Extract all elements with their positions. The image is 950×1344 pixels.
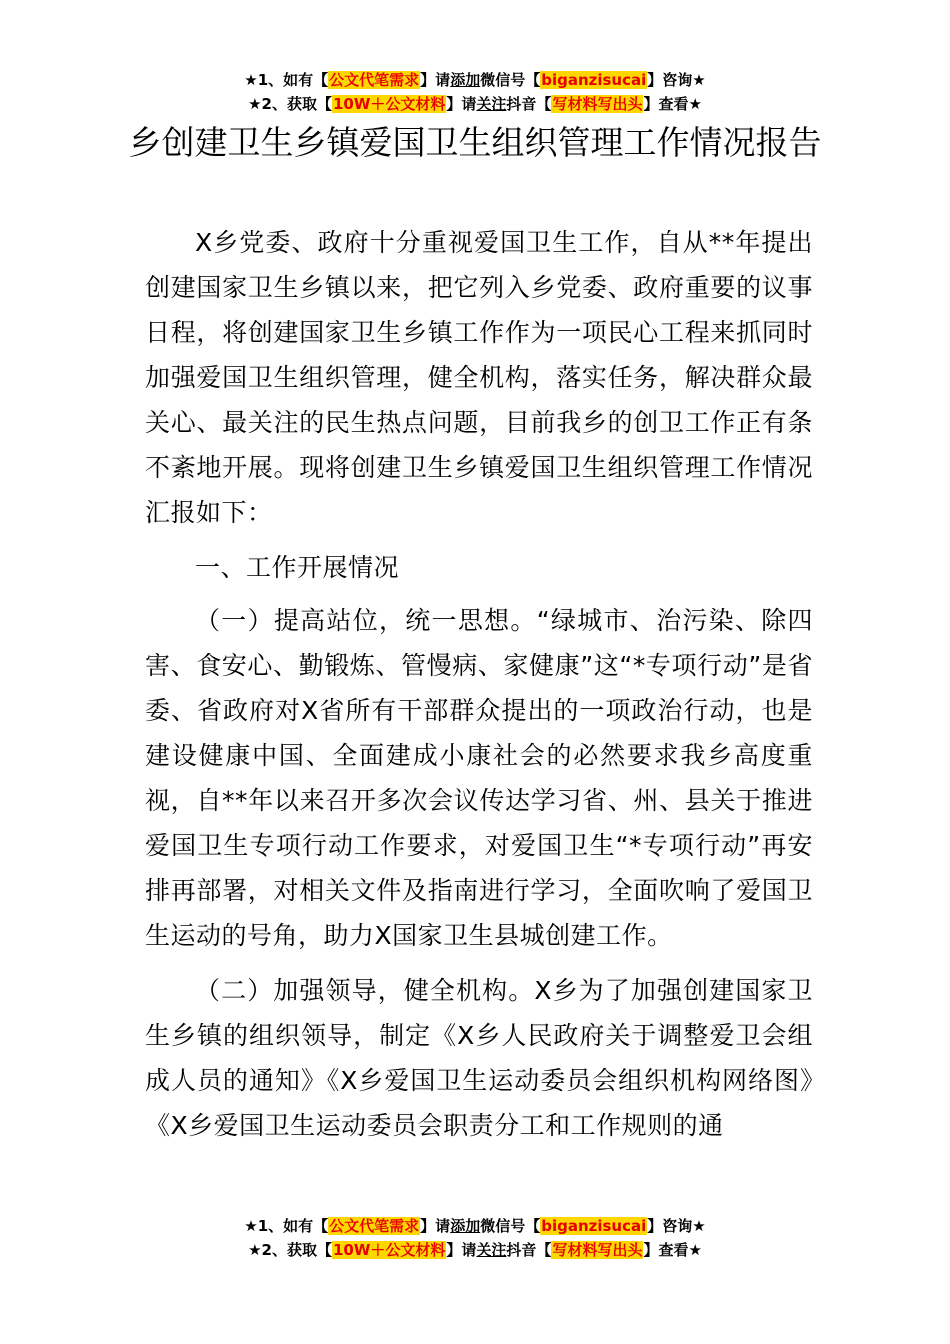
banner-highlight: 10W＋公文材料 [332, 95, 446, 113]
banner-highlight: 公文代笔需求 [329, 1217, 420, 1235]
paragraph-1: （一）提高站位，统一思想。“绿城市、治污染、除四害、食安心、勤锻炼、管慢病、家健康”这“*专项行动”是省委、省政府对X省所有干部群众提出的一项政治行动，也是建设健康中国、全面建成小康社会的必然要求我乡高度重视，自**年以来召开多次会议传达学习省、州、县关于推进爱国卫生专项行动工作要求，对爱国卫生“*专项行动”再安排再部署，对相关文件及指南进行学习，全面吹响了爱国卫生运动的号角，助力X国家卫生县城创建工作。 [145, 606, 813, 950]
banner-highlight: 10W＋公文材料 [332, 1241, 446, 1259]
banner-text: 】请 [420, 1217, 451, 1235]
banner-highlight: 公文代笔需求 [329, 71, 420, 89]
banner-text: 】查看★ [643, 95, 702, 113]
banner-text: 】请 [446, 1241, 477, 1259]
banner-line-2 [0, 92, 950, 116]
top-banner [0, 68, 950, 116]
banner-highlight: biganzisucai [541, 1217, 647, 1235]
banner-highlight: 写材料写出头 [552, 1241, 643, 1259]
banner-text: 】咨询★ [647, 1217, 706, 1235]
paragraph-2: （二）加强领导，健全机构。X乡为了加强创建国家卫生乡镇的组织领导，制定《X乡人民政府关于调整爱卫会组成人员的通知》《X乡爱国卫生运动委员会组织机构网络图》《X乡爱国卫生运动委员会职责分工和工作规则的通 [145, 976, 813, 1140]
banner-text: 】查看★ [643, 1241, 702, 1259]
banner-text: 】请 [420, 71, 451, 89]
banner-text: ★2、获取【 [248, 1241, 332, 1259]
banner-text: ★2、获取【 [248, 95, 332, 113]
banner-line-2 [0, 1238, 950, 1262]
banner-underline: 关注 [476, 95, 507, 113]
banner-text: 抖音【 [506, 1241, 552, 1259]
banner-text: 】请 [446, 95, 477, 113]
banner-line-1 [0, 1214, 950, 1238]
banner-text: 】咨询★ [647, 71, 706, 89]
banner-highlight: biganzisucai [541, 71, 647, 89]
section-heading: 一、工作开展情况 [195, 553, 400, 582]
banner-underline: 添加 [450, 1217, 481, 1235]
banner-underline: 添加 [450, 71, 481, 89]
paragraph-intro: X乡党委、政府十分重视爱国卫生工作，自从**年提出创建国家卫生乡镇以来，把它列入乡党委、政府重要的议事日程，将创建国家卫生乡镇工作作为一项民心工程来抓同时加强爱国卫生组织管理，健全机构，落实任务，解决群众最关心、最关注的民生热点问题，目前我乡的创卫工作正有条不紊地开展。现将创建卫生乡镇爱国卫生组织管理工作情况汇报如下： [145, 228, 813, 527]
banner-highlight: 写材料写出头 [552, 95, 643, 113]
banner-text: ★1、如有【 [244, 1217, 329, 1235]
document-title: 乡创建卫生乡镇爱国卫生组织管理工作情况报告 [128, 123, 822, 162]
document-body [145, 220, 813, 1158]
banner-underline: 关注 [476, 1241, 507, 1259]
bottom-banner [0, 1214, 950, 1262]
banner-line-1 [0, 68, 950, 92]
banner-text: 抖音【 [506, 95, 552, 113]
banner-text: 微信号【 [480, 71, 541, 89]
banner-text: ★1、如有【 [244, 71, 329, 89]
banner-text: 微信号【 [480, 1217, 541, 1235]
